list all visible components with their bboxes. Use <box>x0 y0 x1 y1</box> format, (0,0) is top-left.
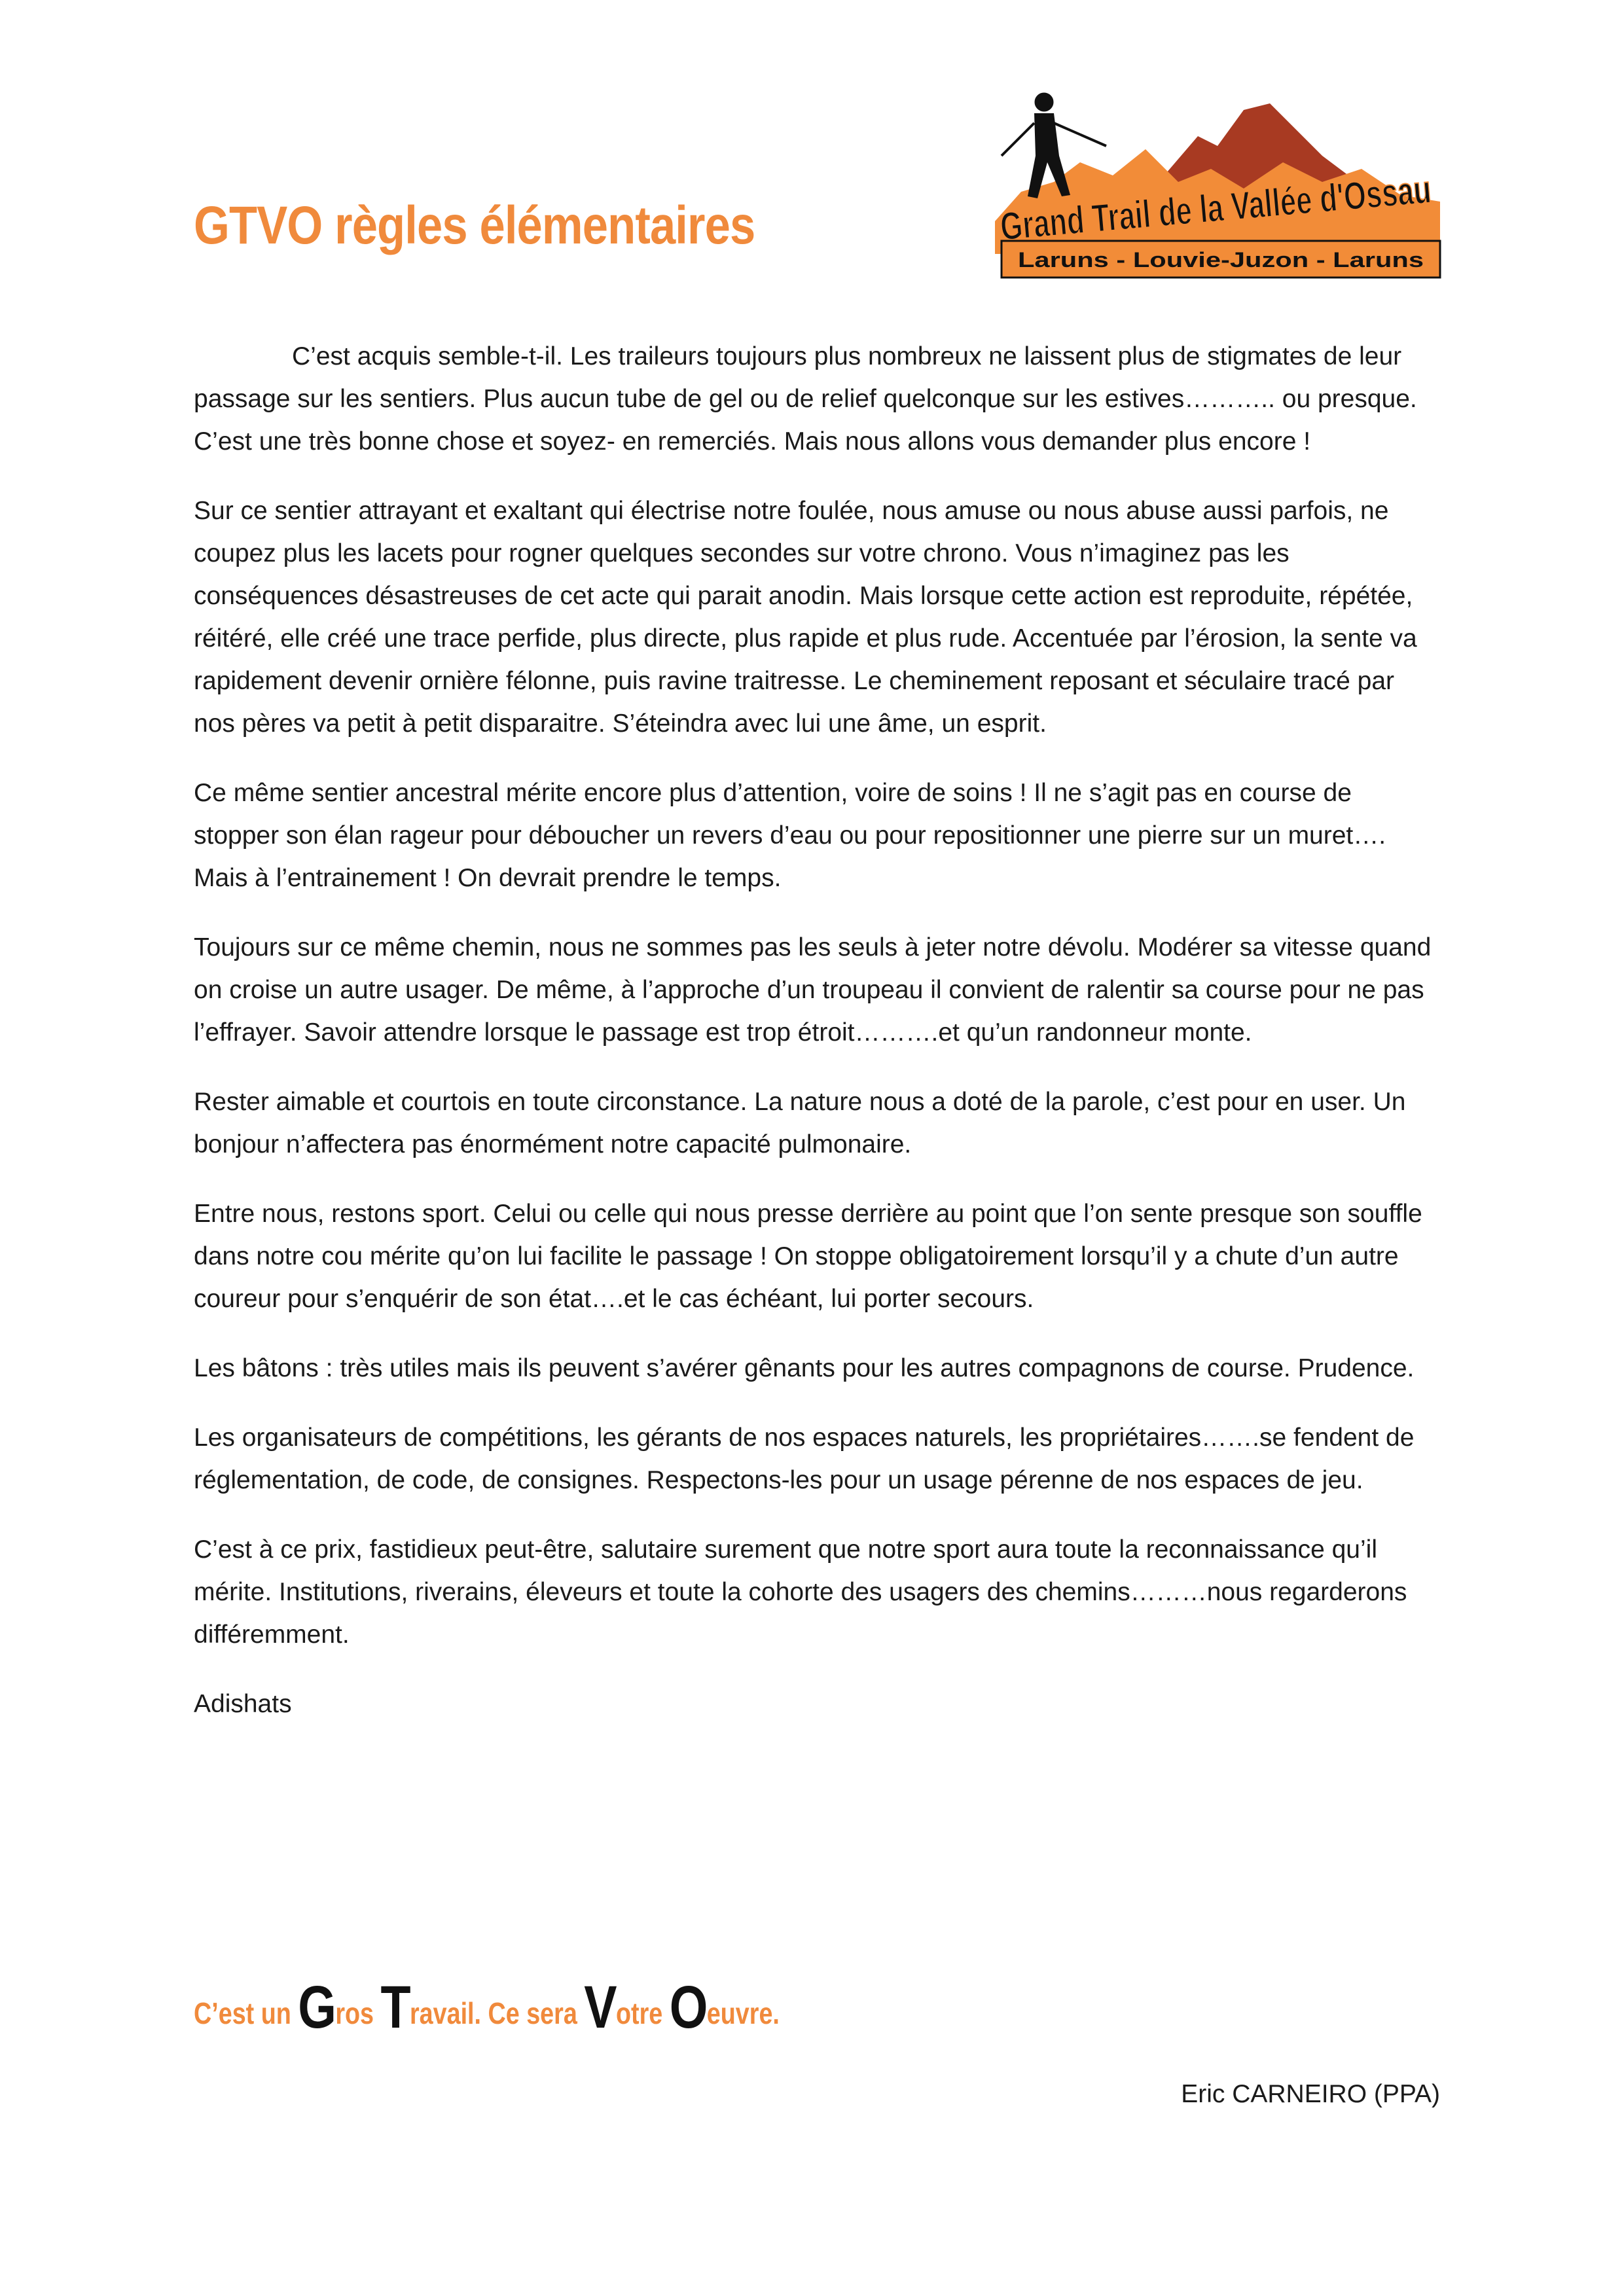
paragraph-7: Les bâtons : très utiles mais ils peuvent s’avérer gênants pour les autres compagnons de course. Prudence. <box>194 1354 1415 1382</box>
slogan-initial-v: V <box>584 1974 616 2041</box>
gtvo-slogan <box>194 1973 780 2042</box>
slogan-part: euvre. <box>706 1996 780 2030</box>
paragraph-4: Toujours sur ce même chemin, nous ne sommes pas les seuls à jeter notre dévolu. Modérer sa vitesse quand on croise un autre usager. De même, à l’approche d’un troupeau il convient de ralentir sa course pour ne pas l’effrayer. Savoir attendre lorsque le passage est trop étroit……….et qu’un randonneur monte. <box>194 933 1432 1047</box>
slogan-initial-t: T <box>380 1974 410 2041</box>
paragraph-1: C’est acquis semble-t-il. Les traileurs toujours plus nombreux ne laissent plus de stigmates de leur passage sur les sentiers. Plus aucun tube de gel ou de relief quelconque sur les estives……….. ou presque. C’est une très bonne chose et soyez- en remerciés. Mais nous allons vous demander plus encore ! <box>194 342 1417 456</box>
document-title: GTVO règles élémentaires <box>194 196 755 255</box>
slogan-part: ravail. Ce sera <box>409 1996 585 2030</box>
paragraph-5: Rester aimable et courtois en toute circonstance. La nature nous a doté de la parole, c’est pour en user. Un bonjour n’affectera pas énormément notre capacité pulmonaire. <box>194 1088 1406 1158</box>
slogan-part: C’est un <box>194 1996 298 2030</box>
slogan-part: ros <box>335 1996 381 2030</box>
letter-body <box>194 335 1437 1752</box>
slogan-initial-g: G <box>298 1974 336 2041</box>
paragraph-8: Les organisateurs de compétitions, les gérants de nos espaces naturels, les propriétaires…….se fendent de réglementation, de code, de consignes. Respectons-les pour un usage pérenne de nos espaces de jeu. <box>194 1424 1415 1494</box>
paragraph-6: Entre nous, restons sport. Celui ou celle qui nous presse derrière au point que l’on sente presque son souffle dans notre cou mérite qu’on lui facilite le passage ! On stoppe obligatoirement lorsqu’il y a chute d’un autre coureur pour s’enquérir de son état….et le cas échéant, lui porter secours. <box>194 1200 1422 1313</box>
paragraph-3: Ce même sentier ancestral mérite encore plus d’attention, voire de soins ! Il ne s’agit pas en course de stopper son élan rageur pour déboucher un revers d’eau ou pour repositionner une pierre sur un muret…. Mais à l’entrainement ! On devrait prendre le temps. <box>194 779 1386 892</box>
signature: Eric CARNEIRO (PPA) <box>1181 2080 1440 2108</box>
paragraph-9: C’est à ce prix, fastidieux peut-être, salutaire surement que notre sport aura toute la reconnaissance qu’il mérite. Institutions, riverains, éleveurs et toute la cohorte des usagers des chemins………nous regarderons différemment. <box>194 1535 1407 1649</box>
slogan-part: otre <box>615 1996 670 2030</box>
paragraph-2: Sur ce sentier attrayant et exaltant qui électrise notre foulée, nous amuse ou nous abuse aussi parfois, ne coupez plus les lacets pour rogner quelques secondes sur votre chrono. Vous n’imaginez pas les conséquences désastreuses de cet acte qui parait anodin. Mais lorsque cette action est reproduite, répétée, réitéré, elle créé une trace perfide, plus directe, plus rapide et plus rude. Accentuée par l’érosion, la sente va rapidement devenir ornière félonne, puis ravine traitresse. Le cheminement reposant et séculaire tracé par nos pères va petit à petit disparaitre. S’éteindra avec lui une âme, un esprit. <box>194 497 1417 738</box>
logo-subtitle: Laruns - Louvie-Juzon - Laruns <box>1018 248 1424 272</box>
closing-adishats: Adishats <box>194 1690 292 1718</box>
gtvo-logo <box>982 84 1595 300</box>
svg-text:Grand Trail de la Vallée d'Oss: Grand Trail de la Vallée d'Ossau <box>998 152 1595 249</box>
slogan-initial-o: O <box>669 1974 707 2041</box>
